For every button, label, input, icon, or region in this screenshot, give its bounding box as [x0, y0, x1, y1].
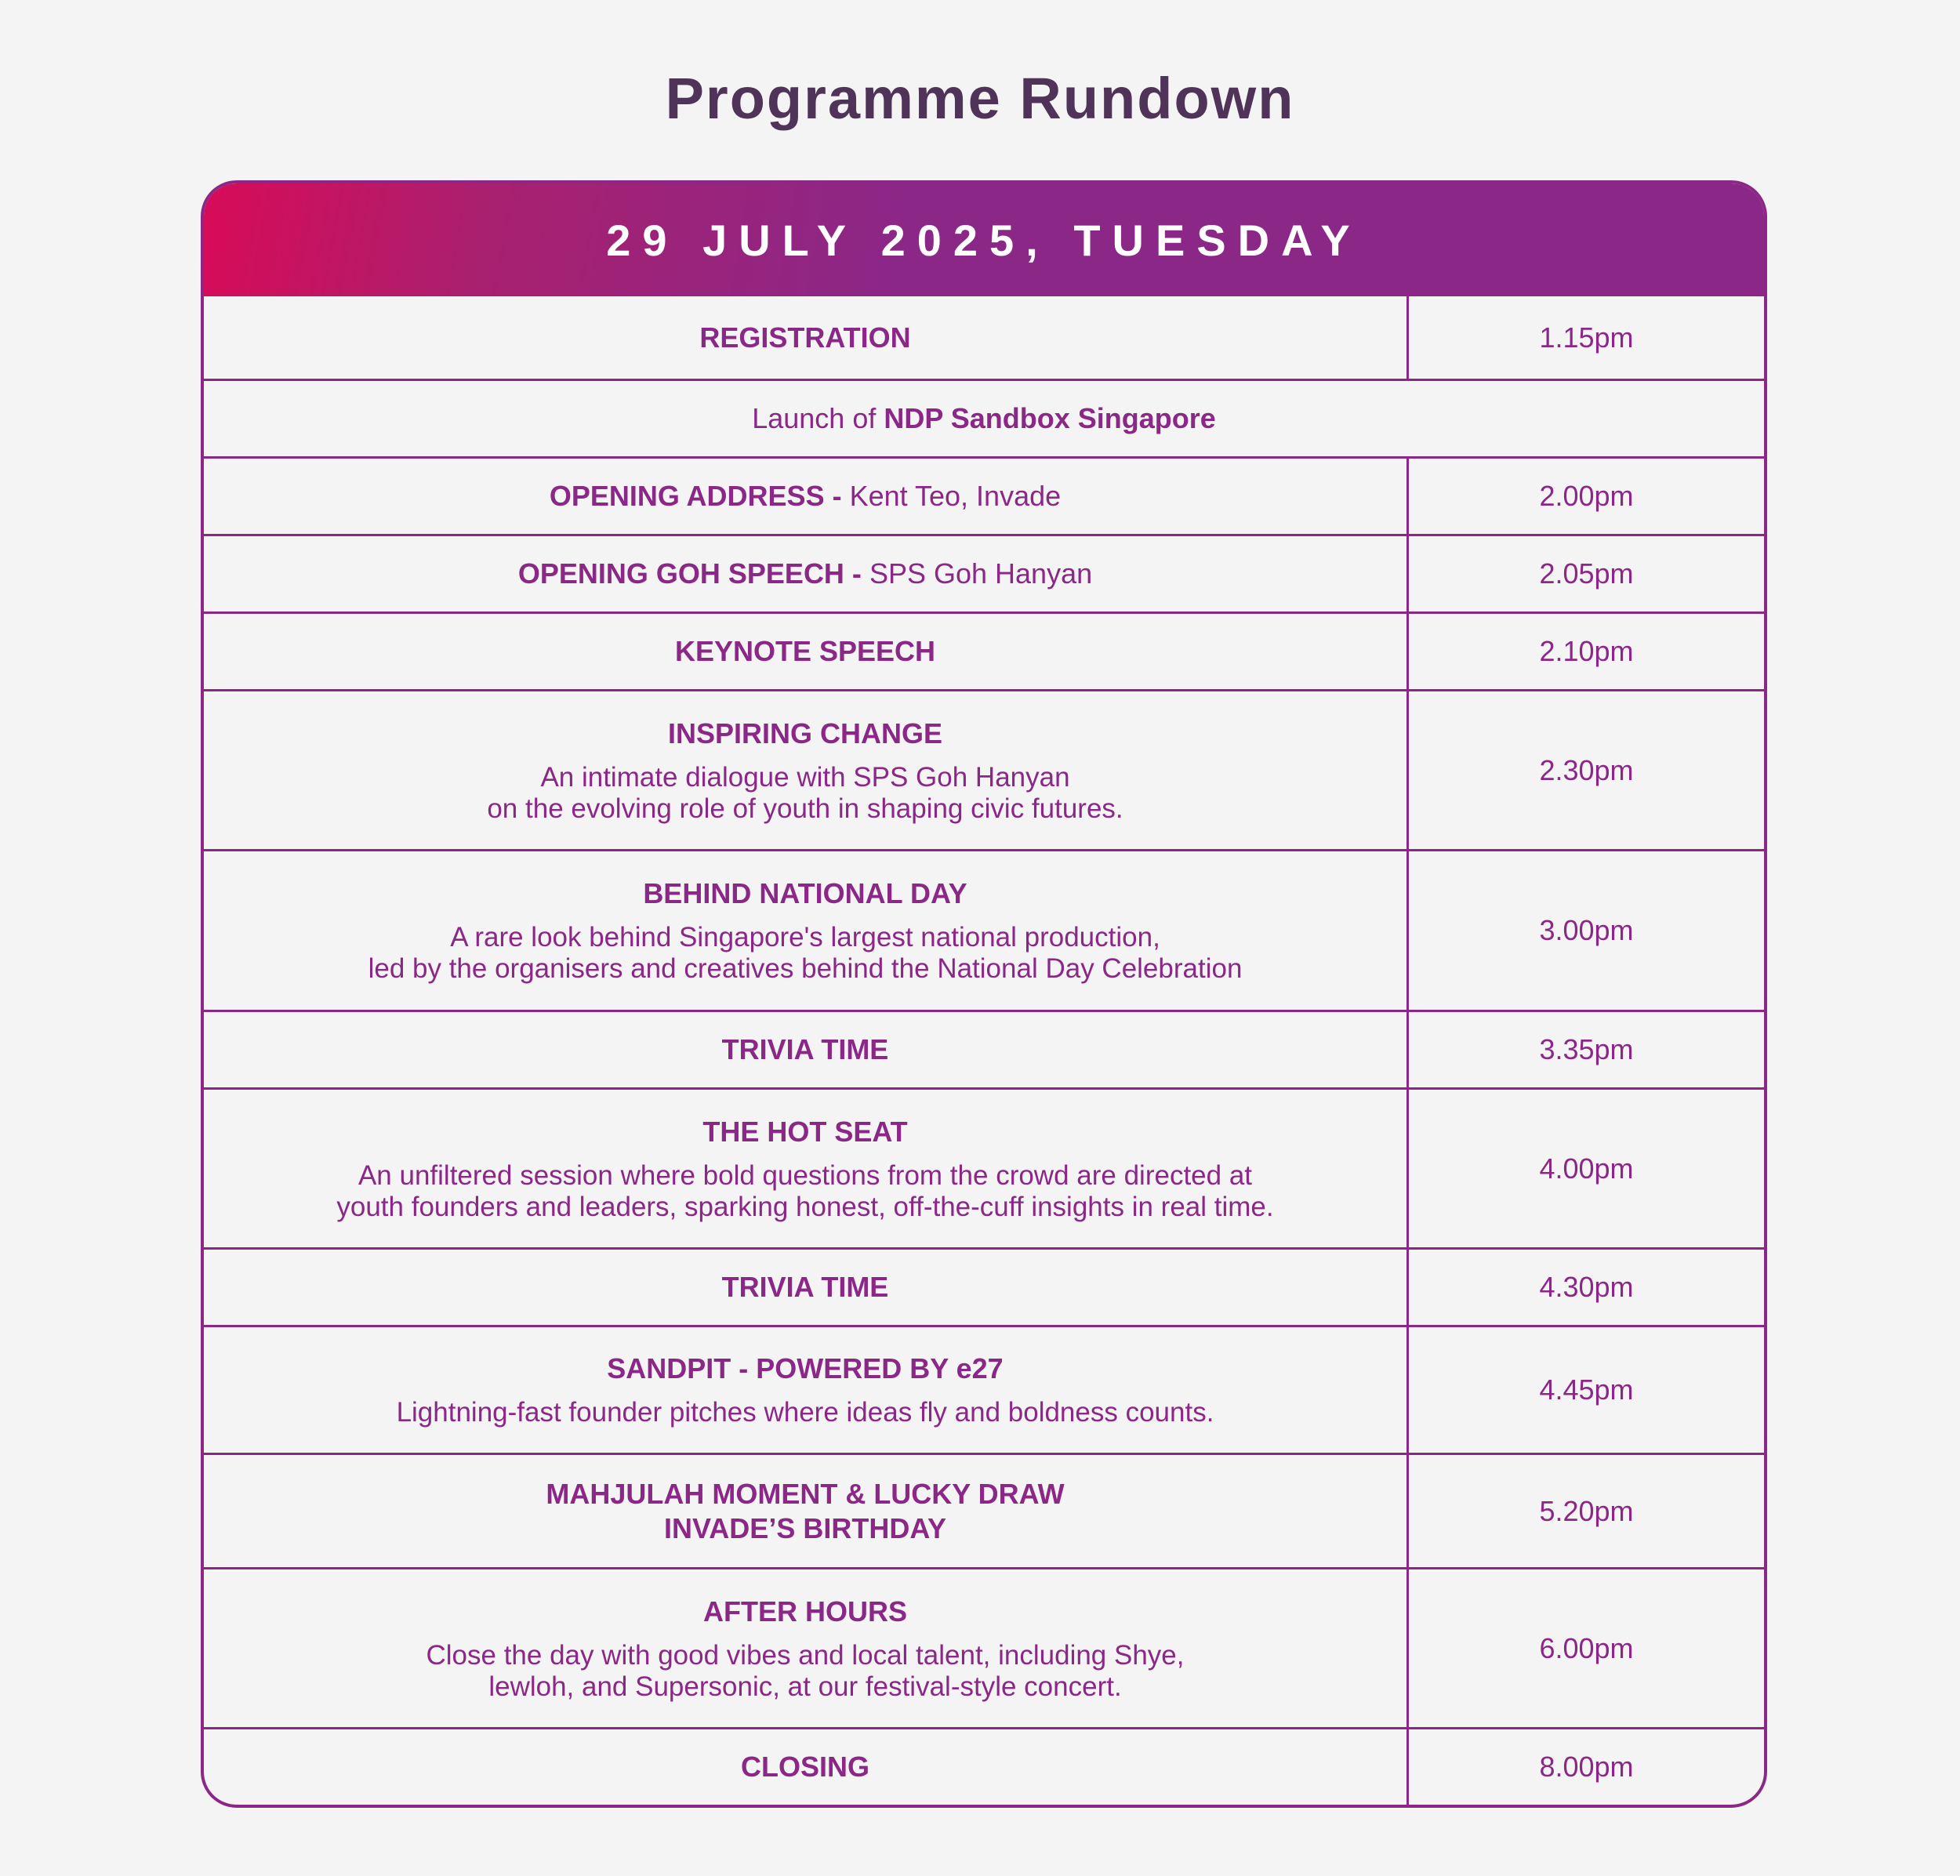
- event-time: 1.15pm: [1406, 296, 1764, 379]
- event-title: [546, 1477, 1064, 1546]
- table-row: [204, 611, 1764, 689]
- event-title: INSPIRING CHANGE: [667, 717, 943, 749]
- event-cell: [204, 691, 1406, 849]
- event-speaker: Kent Teo, Invade: [849, 480, 1062, 512]
- event-description: [487, 762, 1123, 825]
- event-title: [550, 479, 1061, 513]
- table-row: [204, 689, 1764, 849]
- table-row: [204, 1247, 1764, 1325]
- event-time: 3.35pm: [1406, 1012, 1764, 1087]
- event-title: CLOSING: [740, 1751, 869, 1783]
- schedule-card: [201, 180, 1767, 1808]
- date-header: 29 JULY 2025, TUESDAY: [204, 183, 1764, 296]
- event-title: TRIVIA TIME: [721, 1271, 889, 1303]
- table-row: [204, 1727, 1764, 1805]
- event-time: 2.05pm: [1406, 536, 1764, 611]
- event-title: KEYNOTE SPEECH: [674, 635, 936, 667]
- event-cell: [204, 1012, 1406, 1087]
- event-description: [368, 922, 1243, 985]
- event-title: THE HOT SEAT: [702, 1115, 908, 1148]
- event-cell: [204, 459, 1406, 534]
- event-speaker: SPS Goh Hanyan: [869, 557, 1093, 590]
- event-title-label: OPENING ADDRESS -: [549, 480, 842, 512]
- description-line: An unfiltered session where bold questions from the crowd are directed at: [358, 1159, 1253, 1191]
- event-time: 4.00pm: [1406, 1090, 1764, 1247]
- launch-row: [204, 379, 1764, 456]
- event-title: TRIVIA TIME: [721, 1033, 889, 1065]
- table-row: [204, 1325, 1764, 1453]
- event-time: 6.00pm: [1406, 1569, 1764, 1727]
- table-row: [204, 456, 1764, 534]
- event-time: 8.00pm: [1406, 1729, 1764, 1805]
- event-cell: [204, 1729, 1406, 1805]
- event-time: 2.00pm: [1406, 459, 1764, 534]
- event-time: 4.45pm: [1406, 1327, 1764, 1453]
- event-cell: [204, 614, 1406, 689]
- description-line: A rare look behind Singapore's largest national production,: [450, 922, 1160, 953]
- table-row: [204, 534, 1764, 611]
- description-line: youth founders and leaders, sparking honest, off-the-cuff insights in real time.: [336, 1191, 1274, 1222]
- event-time: 5.20pm: [1406, 1455, 1764, 1567]
- event-title: SANDPIT - POWERED BY e27: [607, 1352, 1004, 1384]
- event-title-line: INVADE’S BIRTHDAY: [663, 1511, 947, 1544]
- event-cell: [204, 1455, 1406, 1567]
- event-cell: [204, 1090, 1406, 1247]
- event-description: [397, 1397, 1214, 1428]
- event-cell: [204, 1327, 1406, 1453]
- event-title-line: MAHJULAH MOMENT & LUCKY DRAW: [546, 1477, 1065, 1510]
- description-line: led by the organisers and creatives behind the National Day Celebration: [368, 953, 1243, 984]
- launch-cell: [204, 381, 1764, 456]
- table-row: [204, 1087, 1764, 1247]
- table-row: [204, 1453, 1764, 1567]
- table-row: [204, 296, 1764, 379]
- launch-prefix: Launch of: [752, 402, 877, 434]
- event-cell: [204, 296, 1406, 379]
- page-title: Programme Rundown: [665, 66, 1295, 131]
- schedule-table: [204, 296, 1764, 1805]
- event-cell: [204, 851, 1406, 1010]
- event-title-label: OPENING GOH SPEECH -: [517, 557, 862, 590]
- event-time: 2.30pm: [1406, 691, 1764, 849]
- launch-name: NDP Sandbox Singapore: [884, 402, 1216, 434]
- event-cell: [204, 1250, 1406, 1325]
- event-time: 2.10pm: [1406, 614, 1764, 689]
- event-time: 4.30pm: [1406, 1250, 1764, 1325]
- description-line: Close the day with good vibes and local talent, including Shye,: [426, 1639, 1185, 1671]
- event-description: [336, 1160, 1273, 1223]
- event-cell: [204, 1569, 1406, 1727]
- event-description: [426, 1640, 1185, 1703]
- event-title: BEHIND NATIONAL DAY: [643, 877, 967, 909]
- table-row: [204, 1567, 1764, 1727]
- event-title: AFTER HOURS: [703, 1595, 907, 1627]
- description-line: Lightning-fast founder pitches where ideas fly and boldness counts.: [396, 1397, 1214, 1428]
- event-cell: [204, 536, 1406, 611]
- event-title: [518, 557, 1092, 591]
- table-row: [204, 849, 1764, 1010]
- description-line: An intimate dialogue with SPS Goh Hanyan: [540, 761, 1070, 793]
- table-row: [204, 1010, 1764, 1087]
- event-title: REGISTRATION: [699, 321, 911, 354]
- description-line: on the evolving role of youth in shaping civic futures.: [487, 793, 1123, 824]
- description-line: lewloh, and Supersonic, at our festival-style concert.: [488, 1671, 1122, 1702]
- event-time: 3.00pm: [1406, 851, 1764, 1010]
- launch-text: [752, 402, 1216, 435]
